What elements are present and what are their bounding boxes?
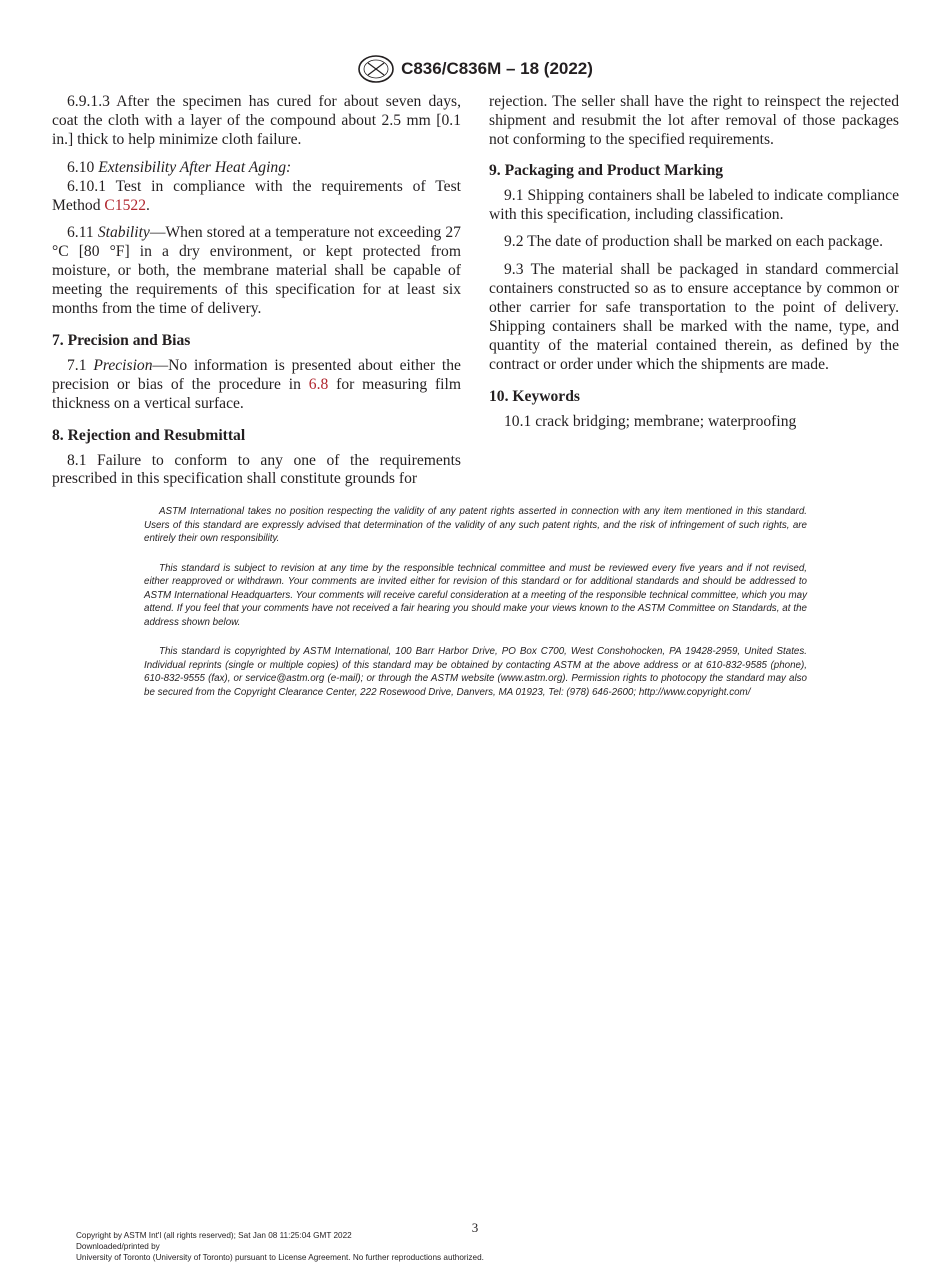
section-term: Precision (93, 356, 153, 374)
reference-link-c1522[interactable]: C1522 (104, 196, 147, 214)
heading-section-9: 9. Packaging and Product Marking (489, 161, 724, 179)
page-number: 3 (471, 1220, 479, 1235)
heading-section-7: 7. Precision and Bias (52, 331, 191, 349)
paragraph-text: for measuring film thickness on a vertical surface. (52, 375, 461, 412)
section-number: 6.10 (67, 158, 95, 176)
paragraph-6-10 (52, 159, 461, 178)
paragraph-8-1-continued: rejection. The seller shall have the right to reinspect the rejected shipment and resubmit the lot after removal of those packages not conforming to the specified requirements. (489, 93, 899, 148)
footer-line: Downloaded/printed by (76, 1241, 160, 1251)
section-term: Stability (97, 224, 150, 242)
astm-logo-icon (357, 54, 395, 84)
section-number: 7.1 (67, 356, 87, 374)
right-column (489, 93, 899, 432)
notice-revision: This standard is subject to revision at any time by the responsible technical committee and must be reviewed every five years and if not revised, either reapproved or withdrawn. Your comments are invited either for revision of this standard or for additional standards and should be addressed to ASTM International Headquarters. Your comments will receive careful consideration at a meeting of the responsible technical committee, which you may attend. If you feel that your comments have not received a fair hearing you should make your views known to the ASTM Committee on Standards, at the address shown below. (144, 562, 807, 628)
heading-section-8: 8. Rejection and Resubmittal (52, 426, 246, 444)
paragraph-10-1: 10.1 crack bridging; membrane; waterproofing (504, 412, 797, 430)
paragraph-9-3: 9.3 The material shall be packaged in standard commercial containers constructed so as to ensure acceptance by common or other carrier for safe transportation to the point of delivery. Shipping containers shall be marked with the name, type, and quantity of the material contained therein, as defined by the contract or order under which the shipments are made. (489, 261, 899, 373)
page-header (0, 54, 950, 84)
footer-line: University of Toronto (University of Toronto) pursuant to License Agreement. No further reproductions authorized. (76, 1252, 484, 1262)
paragraph-6-11 (52, 224, 461, 319)
punctuation: . (146, 196, 150, 214)
paragraph-text: 6.10.1 Test in compliance with the requirements of Test Method (52, 177, 461, 214)
standard-designation: C836/C836M – 18 (2022) (401, 59, 593, 78)
paragraph-9-2: 9.2 The date of production shall be marked on each package. (504, 233, 884, 251)
paragraph-6-9-1-3: 6.9.1.3 After the specimen has cured for about seven days, coat the cloth with a layer of the compound about 2.5 mm [0.1 in.] thick to help minimize cloth failure. (52, 93, 461, 148)
legal-notices (144, 505, 807, 715)
notice-copyright: This standard is copyrighted by ASTM International, 100 Barr Harbor Drive, PO Box C700, West Conshohocken, PA 19428-2959, United States. Individual reprints (single or multiple copies) of this standard may be obtained by contacting ASTM at the above address or at 610-832-9585 (phone), 610-832-9555 (fax), or service@astm.org (e-mail); or through the ASTM website (www.astm.org). Permission rights to photocopy the standard may also be secured from the Copyright Clearance Center, 222 Rosewood Drive, Danvers, MA 01923, Tel: (978) 646-2600; http://www.copyright.com/ (144, 646, 807, 698)
paragraph-text: —No information is presented about either the precision or bias of the procedure in (52, 356, 461, 393)
paragraph-7-1 (52, 357, 461, 414)
paragraph-8-1: 8.1 Failure to conform to any one of the requirements prescribed in this specification shall constitute grounds for (52, 451, 461, 488)
paragraph-text: —When stored at a temperature not exceeding 27 °C [80 °F] in a dry environment, or kept protected from moisture, or both, the membrane material shall be capable of meeting the requirements of this specification for at least six months from the time of delivery. (52, 224, 461, 318)
notice-patent: ASTM International takes no position respecting the validity of any patent rights asserted in connection with any item mentioned in this standard. Users of this standard are expressly advised that determination of the validity of any such patent rights, and the risk of infringement of such rights, are entirely their own responsibility. (144, 506, 807, 544)
reference-link-6-8[interactable]: 6.8 (308, 375, 329, 393)
paragraph-9-1: 9.1 Shipping containers shall be labeled to indicate compliance with this specification, including classification. (489, 186, 899, 223)
left-column (52, 93, 461, 489)
section-number: 6.11 (67, 224, 94, 242)
heading-section-10: 10. Keywords (489, 387, 580, 405)
paragraph-6-10-1 (52, 178, 461, 216)
download-footer (76, 1231, 676, 1263)
footer-line: Copyright by ASTM Int'l (all rights reserved); Sat Jan 08 11:25:04 GMT 2022 (76, 1231, 352, 1240)
section-title: Extensibility After Heat Aging: (98, 158, 292, 176)
